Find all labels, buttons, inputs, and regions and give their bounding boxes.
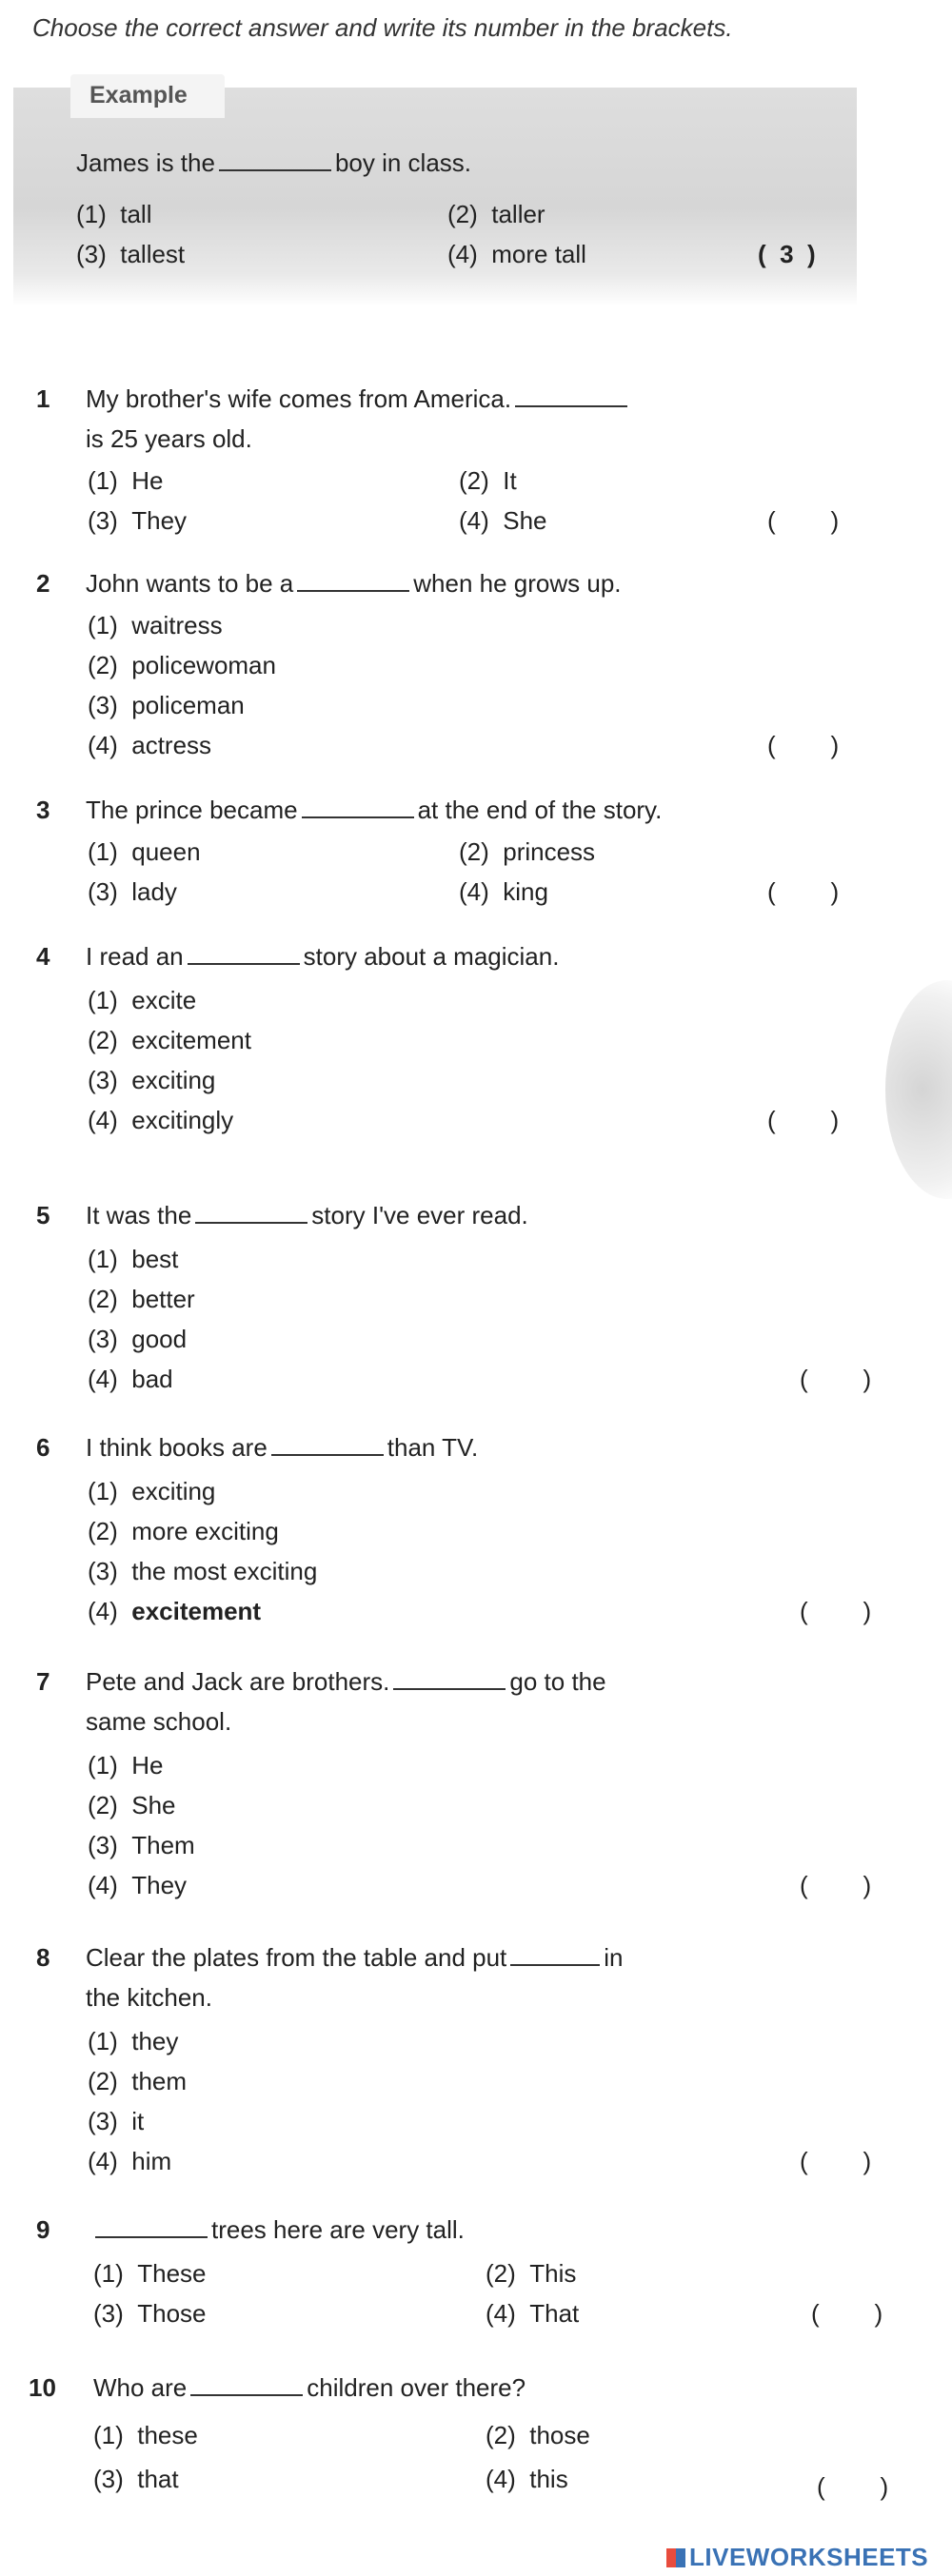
stem-text: It was the <box>86 1201 192 1229</box>
answer-blank <box>271 1437 384 1456</box>
option-text: exciting <box>131 1477 216 1505</box>
option-number: (4) <box>447 240 478 268</box>
option-text: They <box>131 1871 188 1899</box>
stem-text: in <box>604 1943 624 1972</box>
option-text: policeman <box>131 691 245 719</box>
stem-text: story about a magician. <box>303 942 560 971</box>
option-text: excitement <box>131 1026 251 1054</box>
option-number: (1) <box>88 466 118 495</box>
option-number: (2) <box>459 837 489 866</box>
option-2 <box>88 1026 251 1055</box>
question-stem <box>86 384 631 414</box>
stem-text: children over there? <box>307 2373 526 2402</box>
stem-text: at the end of the story. <box>417 796 663 824</box>
option-number: (2) <box>88 651 118 679</box>
option-number: (3) <box>88 1557 118 1585</box>
option-number: (4) <box>486 2465 516 2493</box>
question-number: 9 <box>36 2215 50 2244</box>
question-number: 10 <box>29 2373 56 2402</box>
option-text: These <box>137 2259 207 2288</box>
question-stem <box>86 1433 478 1463</box>
option-text: policewoman <box>131 651 276 679</box>
option-4 <box>459 506 547 536</box>
option-text: them <box>131 2067 188 2095</box>
option-number: (4) <box>88 1597 118 1625</box>
option-text: him <box>131 2147 172 2175</box>
question-number: 7 <box>36 1667 50 1696</box>
option-1 <box>88 466 163 496</box>
option-number: (4) <box>486 2299 516 2328</box>
option-text: That <box>529 2299 580 2328</box>
option-number: (2) <box>88 1026 118 1054</box>
stem-text: I think books are <box>86 1433 268 1462</box>
option-1 <box>93 2421 198 2450</box>
question-stem <box>91 2215 465 2245</box>
option-number: (4) <box>459 877 489 906</box>
option-number: (1) <box>88 2027 118 2055</box>
option-text: Them <box>131 1831 195 1859</box>
example-option-2 <box>447 200 545 229</box>
example-box <box>13 88 857 306</box>
answer-blank <box>302 799 414 818</box>
option-4 <box>88 1871 187 1900</box>
stem-text: story I've ever read. <box>311 1201 528 1229</box>
option-2 <box>88 1285 195 1314</box>
option-text: taller <box>491 200 545 228</box>
option-number: (3) <box>93 2465 124 2493</box>
option-number: (4) <box>88 1106 118 1134</box>
option-number: (4) <box>88 2147 118 2175</box>
option-2 <box>486 2259 576 2289</box>
option-number: (3) <box>88 1325 118 1353</box>
option-2 <box>88 1791 176 1820</box>
option-number: (2) <box>459 466 489 495</box>
option-number: (1) <box>88 837 118 866</box>
option-text: best <box>131 1245 179 1273</box>
answer-bracket[interactable]: ( ) <box>800 1597 872 1625</box>
option-text: good <box>131 1325 188 1353</box>
option-3 <box>88 2107 144 2136</box>
option-text: actress <box>131 731 212 759</box>
liveworksheets-icon <box>666 2548 685 2567</box>
example-blank <box>219 152 331 171</box>
example-option-3 <box>76 240 185 269</box>
option-text: more tall <box>491 240 586 268</box>
option-2 <box>88 651 276 680</box>
option-text: king <box>503 877 548 906</box>
option-text: She <box>131 1791 176 1819</box>
option-1 <box>88 1751 163 1780</box>
question-stem <box>86 569 622 599</box>
option-3 <box>93 2465 179 2494</box>
stem-text: My brother's wife comes from America. <box>86 384 512 413</box>
option-text: more exciting <box>131 1517 279 1545</box>
option-number: (2) <box>88 1517 118 1545</box>
option-text: lady <box>131 877 177 906</box>
option-3 <box>88 1557 317 1586</box>
question-number: 2 <box>36 569 50 598</box>
example-stem <box>76 148 471 178</box>
option-4 <box>88 1365 173 1394</box>
stem-text: trees here are very tall. <box>211 2215 465 2244</box>
example-option-1 <box>76 200 151 229</box>
option-number: (3) <box>88 691 118 719</box>
option-number: (2) <box>486 2421 516 2449</box>
stem-text: than TV. <box>387 1433 479 1462</box>
option-number: (1) <box>76 200 107 228</box>
question-number: 8 <box>36 1943 50 1972</box>
option-4 <box>88 731 211 760</box>
option-number: (1) <box>93 2259 124 2288</box>
option-4 <box>486 2465 568 2494</box>
option-number: (1) <box>88 1751 118 1780</box>
option-3 <box>88 1831 195 1860</box>
question-stem-line2: the kitchen. <box>86 1983 212 2012</box>
example-option-4 <box>447 240 586 269</box>
option-number: (1) <box>88 1477 118 1505</box>
answer-bracket[interactable]: ( ) <box>767 506 840 535</box>
stem-text: Clear the plates from the table and put <box>86 1943 507 1972</box>
option-1 <box>88 1245 178 1274</box>
question-stem-line2: same school. <box>86 1707 232 1736</box>
answer-bracket[interactable]: ( ) <box>811 2299 883 2328</box>
answer-bracket[interactable]: ( ) <box>800 1365 872 1393</box>
option-3 <box>88 506 187 536</box>
question-number: 4 <box>36 942 50 971</box>
option-1 <box>88 837 201 867</box>
option-text: He <box>131 466 164 495</box>
option-number: (4) <box>459 506 489 535</box>
option-number: (2) <box>447 200 478 228</box>
option-text: It <box>503 466 517 495</box>
answer-bracket[interactable]: ( ) <box>767 1106 840 1134</box>
answer-bracket[interactable]: ( ) <box>767 877 840 906</box>
option-text: better <box>131 1285 195 1313</box>
option-text: tallest <box>120 240 186 268</box>
option-4 <box>459 877 548 907</box>
option-3 <box>88 1325 187 1354</box>
option-number: (3) <box>88 877 118 906</box>
option-1 <box>88 2027 178 2056</box>
option-text: queen <box>131 837 201 866</box>
option-2 <box>459 837 595 867</box>
option-text: that <box>137 2465 179 2493</box>
option-text: those <box>529 2421 590 2449</box>
option-text: excitingly <box>131 1106 234 1134</box>
answer-blank <box>510 1947 600 1966</box>
answer-bracket[interactable]: ( ) <box>767 731 840 759</box>
question-stem <box>86 942 559 972</box>
example-answer: ( 3 ) <box>758 240 816 268</box>
question-stem <box>86 1667 606 1697</box>
option-number: (2) <box>88 1285 118 1313</box>
answer-blank <box>393 1671 506 1690</box>
answer-blank <box>515 388 627 407</box>
option-4 <box>88 2147 171 2176</box>
page-curl-shadow <box>885 980 952 1199</box>
option-text: waitress <box>131 611 223 639</box>
option-number: (1) <box>93 2421 124 2449</box>
option-2 <box>486 2421 590 2450</box>
answer-blank <box>95 2219 208 2238</box>
question-stem <box>86 1201 528 1230</box>
stem-text: when he grows up. <box>413 569 622 598</box>
option-2 <box>459 466 517 496</box>
option-text: these <box>137 2421 198 2449</box>
option-1 <box>88 611 223 640</box>
option-4 <box>88 1597 261 1626</box>
option-number: (3) <box>88 1831 118 1859</box>
option-number: (1) <box>88 1245 118 1273</box>
option-text: This <box>529 2259 577 2288</box>
option-number: (4) <box>88 1871 118 1899</box>
option-number: (4) <box>88 731 118 759</box>
option-text: they <box>131 2027 179 2055</box>
option-3 <box>88 1066 215 1095</box>
option-4 <box>486 2299 579 2329</box>
option-1 <box>88 986 196 1015</box>
stem-text: Who are <box>93 2373 188 2402</box>
option-text: this <box>529 2465 568 2493</box>
option-number: (3) <box>88 2107 118 2135</box>
option-text: bad <box>131 1365 173 1393</box>
question-stem <box>93 2373 526 2403</box>
option-2 <box>88 1517 279 1546</box>
answer-blank <box>297 573 409 592</box>
footer-text: LIVEWORKSHEETS <box>689 2543 929 2571</box>
stem-text: Pete and Jack are brothers. <box>86 1667 390 1696</box>
answer-bracket[interactable]: ( ) <box>817 2472 889 2501</box>
instructions: Choose the correct answer and write its number in the brackets. <box>32 13 733 42</box>
question-stem <box>86 796 662 825</box>
option-text: She <box>503 506 547 535</box>
option-number: (2) <box>486 2259 516 2288</box>
option-text: exciting <box>131 1066 216 1094</box>
answer-bracket[interactable]: ( ) <box>800 1871 872 1899</box>
stem-text: The prince became <box>86 796 298 824</box>
option-number: (3) <box>93 2299 124 2328</box>
option-number: (3) <box>76 240 107 268</box>
option-text: it <box>131 2107 145 2135</box>
answer-bracket[interactable]: ( ) <box>800 2147 872 2175</box>
option-2 <box>88 2067 187 2096</box>
option-text: tall <box>120 200 152 228</box>
option-3 <box>88 877 177 907</box>
question-number: 1 <box>36 384 50 413</box>
option-1 <box>88 1477 215 1506</box>
option-number: (2) <box>88 1791 118 1819</box>
option-text: excite <box>131 986 197 1014</box>
option-number: (3) <box>88 1066 118 1094</box>
answer-blank <box>188 946 300 965</box>
option-text: excitement <box>131 1597 262 1625</box>
option-number: (3) <box>88 506 118 535</box>
option-number: (4) <box>88 1365 118 1393</box>
example-tab: Example <box>70 74 225 118</box>
liveworksheets-logo[interactable] <box>666 2543 928 2572</box>
answer-blank <box>190 2377 303 2396</box>
option-number: (1) <box>88 986 118 1014</box>
option-text: He <box>131 1751 164 1780</box>
option-3 <box>88 691 245 720</box>
example-stem-before: James is the <box>76 148 215 177</box>
question-stem <box>86 1943 624 1973</box>
option-4 <box>88 1106 233 1135</box>
option-text: the most exciting <box>131 1557 318 1585</box>
option-text: They <box>131 506 188 535</box>
stem-text: John wants to be a <box>86 569 294 598</box>
option-number: (1) <box>88 611 118 639</box>
option-number: (2) <box>88 2067 118 2095</box>
answer-blank <box>195 1205 307 1224</box>
question-stem-line2: is 25 years old. <box>86 424 252 453</box>
option-3 <box>93 2299 207 2329</box>
option-1 <box>93 2259 207 2289</box>
example-stem-after: boy in class. <box>334 148 472 177</box>
question-number: 6 <box>36 1433 50 1462</box>
stem-text: go to the <box>509 1667 606 1696</box>
option-text: Those <box>137 2299 207 2328</box>
stem-text: I read an <box>86 942 184 971</box>
question-number: 3 <box>36 796 50 824</box>
option-text: princess <box>503 837 596 866</box>
question-number: 5 <box>36 1201 50 1229</box>
